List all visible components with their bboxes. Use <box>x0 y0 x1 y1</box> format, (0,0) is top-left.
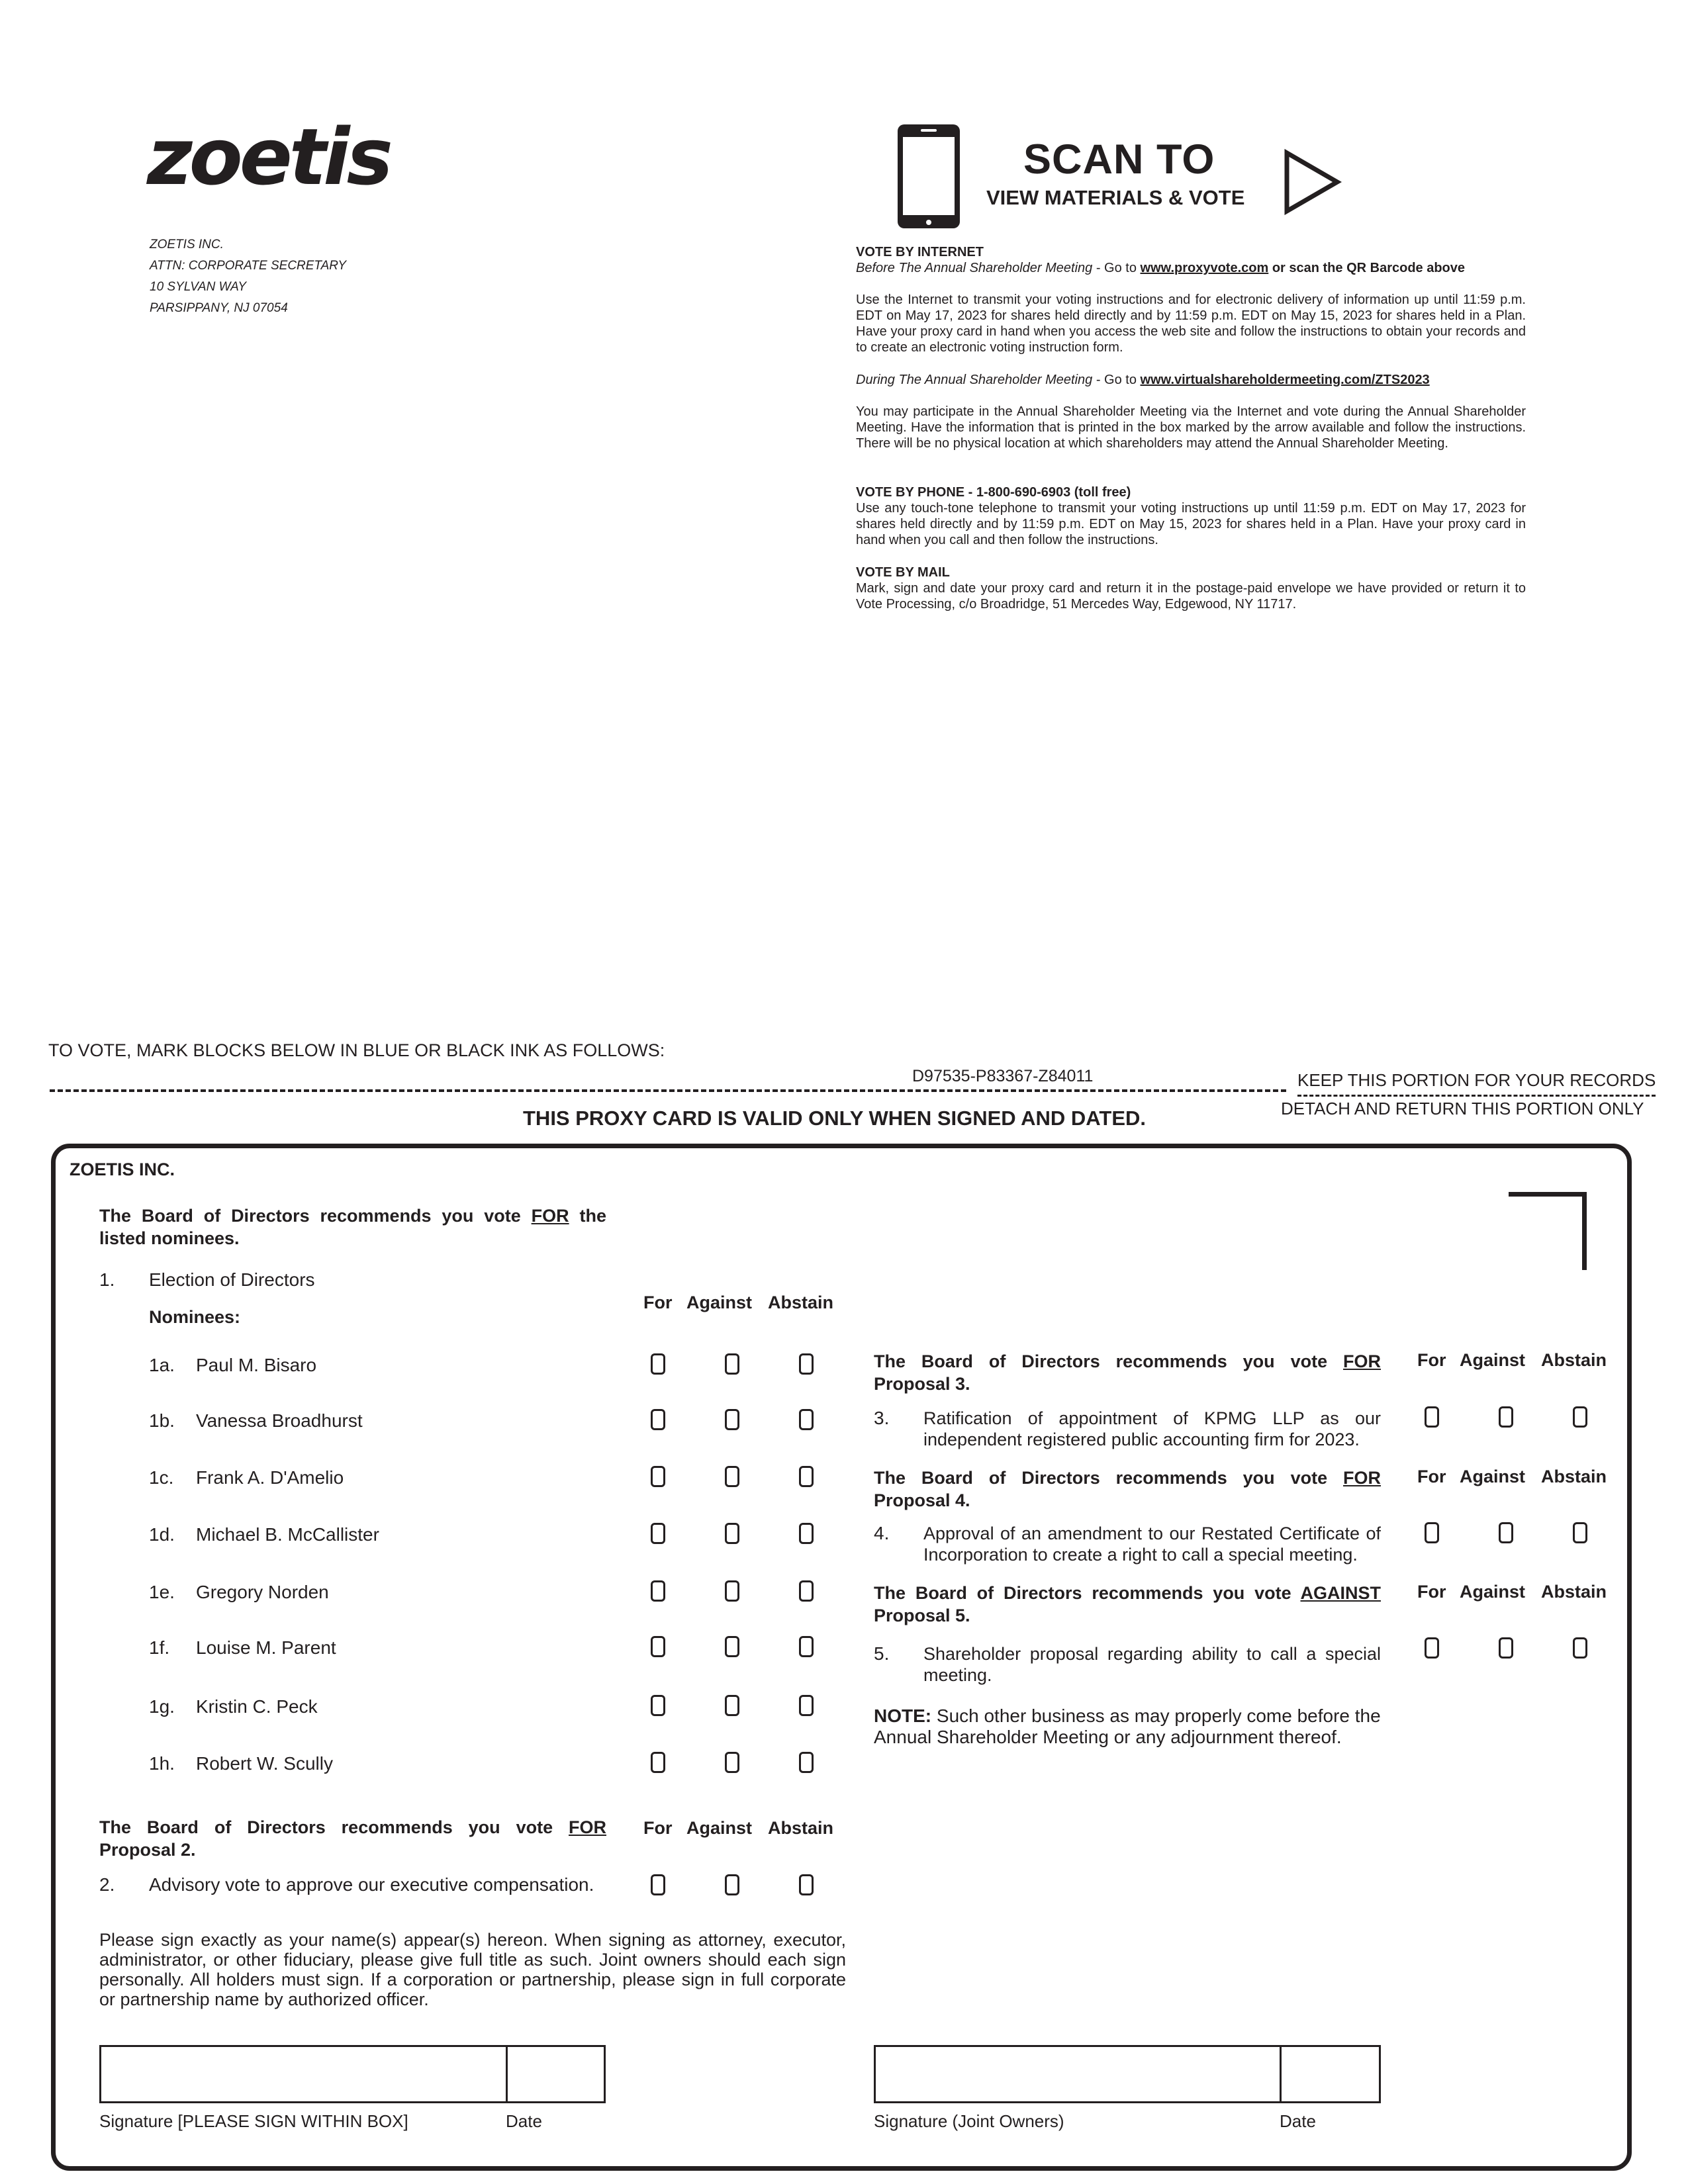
virtual-meeting-link[interactable]: www.virtualshareholdermeeting.com/ZTS2023 <box>1140 373 1430 387</box>
item-label: Election of Directors <box>149 1269 315 1290</box>
rec-text: Proposal 3. <box>874 1374 970 1394</box>
date-label: Date <box>506 2111 542 2131</box>
arrow-right-icon <box>1283 149 1342 215</box>
nominee-id: 1c. <box>149 1467 174 1488</box>
zoetis-logo: zoetis <box>147 111 390 203</box>
date-divider <box>1280 2046 1282 2102</box>
recommendation-proposal-1 <box>99 1205 606 1250</box>
checkbox-nominee-against[interactable] <box>725 1353 739 1375</box>
signature-label: Signature [PLEASE SIGN WITHIN BOX] <box>99 2111 408 2131</box>
checkbox-nominee-against[interactable] <box>725 1409 739 1430</box>
checkbox-nominee-against[interactable] <box>725 1580 739 1602</box>
checkbox-proposal-3-abstain[interactable] <box>1573 1406 1587 1428</box>
checkbox-nominee-for[interactable] <box>651 1523 665 1544</box>
nominee-name: Vanessa Broadhurst <box>196 1410 363 1431</box>
checkbox-nominee-against[interactable] <box>725 1695 739 1716</box>
rec-text: Proposal 5. <box>874 1606 970 1625</box>
vote-mail-section <box>856 565 1526 612</box>
item-label: Ratification of appointment of KPMG LLP as our independent registered public accounting firm for 2023. <box>923 1408 1381 1449</box>
rec-text: The Board of Directors recommends you vote <box>874 1583 1301 1603</box>
note-text: Such other business as may properly come before the Annual Shareholder Meeting or any adjournment thereof. <box>874 1706 1381 1747</box>
checkbox-proposal-4-for[interactable] <box>1425 1522 1439 1543</box>
checkbox-nominee-abstain[interactable] <box>799 1636 814 1657</box>
rec-key: FOR <box>569 1817 606 1837</box>
vote-during-body: You may participate in the Annual Shareholder Meeting via the Internet and vote during the Annual Shareholder Meeting. Have the information that is printed in the box marked by the arrow available and follow the instructions. There will be no physical location at which shareholders may attend the Annual Shareholder Meeting. <box>856 404 1526 451</box>
vote-phone-body: Use any touch-tone telephone to transmit your voting instructions up until 11:59 p.m. EDT on May 17, 2023 for shares held directly and by 11:59 p.m. EDT on May 15, 2023 for shares held in a Plan. Have your proxy card in hand when you call and then follow the instructions. <box>856 501 1526 547</box>
checkbox-nominee-abstain[interactable] <box>799 1752 814 1773</box>
recommendation-proposal-2 <box>99 1816 606 1861</box>
nominee-id: 1d. <box>149 1524 175 1545</box>
checkbox-proposal-3-against[interactable] <box>1499 1406 1513 1428</box>
nominee-name: Michael B. McCallister <box>196 1524 379 1545</box>
checkbox-nominee-for[interactable] <box>651 1466 665 1487</box>
proxyvote-link[interactable]: www.proxyvote.com <box>1140 261 1269 275</box>
keep-portion-label: KEEP THIS PORTION FOR YOUR RECORDS <box>1297 1070 1656 1097</box>
nominee-id: 1b. <box>149 1410 175 1431</box>
recommendation-proposal-5 <box>874 1582 1381 1627</box>
vote-mail-heading: VOTE BY MAIL <box>856 565 950 580</box>
address-line: ZOETIS INC. <box>150 238 224 251</box>
checkbox-nominee-for[interactable] <box>651 1580 665 1602</box>
item-number: 3. <box>874 1408 890 1428</box>
checkbox-nominee-against[interactable] <box>725 1636 739 1657</box>
nominee-name: Gregory Norden <box>196 1582 329 1602</box>
column-for: For <box>643 1293 673 1312</box>
rec-key: AGAINST <box>1300 1583 1381 1603</box>
column-abstain: Abstain <box>1541 1350 1607 1370</box>
note-label: NOTE: <box>874 1706 932 1726</box>
nominee-name: Paul M. Bisaro <box>196 1355 317 1375</box>
column-for: For <box>643 1818 673 1838</box>
checkbox-nominee-abstain[interactable] <box>799 1353 814 1375</box>
item-number: 1. <box>99 1269 115 1290</box>
item-label: Approval of an amendment to our Restated Certificate of Incorporation to create a right to call a special meeting. <box>923 1524 1381 1565</box>
checkbox-nominee-abstain[interactable] <box>799 1695 814 1716</box>
checkbox-proposal-3-for[interactable] <box>1425 1406 1439 1428</box>
nominee-name: Louise M. Parent <box>196 1637 336 1658</box>
address-line: ATTN: CORPORATE SECRETARY <box>150 259 346 273</box>
corner-mark <box>1509 1192 1587 1270</box>
checkbox-nominee-abstain[interactable] <box>799 1466 814 1487</box>
nominee-name: Robert W. Scully <box>196 1753 333 1774</box>
item-number: 5. <box>874 1643 890 1664</box>
checkbox-nominee-for[interactable] <box>651 1353 665 1375</box>
column-for: For <box>1417 1467 1446 1486</box>
joint-signature-label: Signature (Joint Owners) <box>874 2111 1064 2131</box>
vote-phone-heading: VOTE BY PHONE - 1-800-690-6903 (toll free) <box>856 485 1131 500</box>
checkbox-nominee-for[interactable] <box>651 1752 665 1773</box>
checkbox-nominee-abstain[interactable] <box>799 1580 814 1602</box>
detach-portion-label: DETACH AND RETURN THIS PORTION ONLY <box>1281 1099 1644 1118</box>
card-company-name: ZOETIS INC. <box>70 1160 175 1179</box>
nominee-id: 1h. <box>149 1753 175 1774</box>
column-for: For <box>1417 1582 1446 1602</box>
mark-instructions: TO VOTE, MARK BLOCKS BELOW IN BLUE OR BLACK INK AS FOLLOWS: <box>48 1040 665 1060</box>
vote-internet-heading: VOTE BY INTERNET <box>856 245 984 259</box>
nominee-id: 1e. <box>149 1582 175 1602</box>
nominees-label: Nominees: <box>149 1307 241 1327</box>
column-abstain: Abstain <box>768 1818 834 1838</box>
nominee-name: Frank A. D'Amelio <box>196 1467 344 1488</box>
vote-internet-section <box>856 244 1526 276</box>
vote-internet-body: Use the Internet to transmit your voting instructions and for electronic delivery of information up until 11:59 p.m. EDT on May 17, 2023 for shares held directly and by 11:59 p.m. EDT on May 15, 2023 for shares held in a Plan. Have your proxy card in hand when you access the web site and follow the instructions to obtain your records and to create an electronic voting instruction form. <box>856 293 1526 355</box>
rec-text: The Board of Directors recommends you vote <box>99 1206 532 1226</box>
vote-internet-before-line <box>856 260 1526 276</box>
checkbox-proposal-5-for[interactable] <box>1425 1637 1439 1659</box>
before-meeting-lead: Before The Annual Shareholder Meeting <box>856 261 1093 275</box>
column-abstain: Abstain <box>768 1293 834 1312</box>
checkbox-proposal-4-abstain[interactable] <box>1573 1522 1587 1543</box>
checkbox-nominee-for[interactable] <box>651 1695 665 1716</box>
recommendation-proposal-4 <box>874 1467 1381 1512</box>
rec-key: FOR <box>531 1206 569 1226</box>
signature-box[interactable] <box>99 2045 606 2103</box>
rec-text: Proposal 2. <box>99 1840 196 1860</box>
goto-text: - Go to <box>1092 261 1141 275</box>
checkbox-proposal-5-against[interactable] <box>1499 1637 1513 1659</box>
rec-text: the listed nominees. <box>99 1206 606 1248</box>
rec-key: FOR <box>1343 1351 1381 1371</box>
return-address <box>150 234 346 319</box>
during-meeting-lead: During The Annual Shareholder Meeting <box>856 373 1093 387</box>
checkbox-proposal-4-against[interactable] <box>1499 1522 1513 1543</box>
address-line: PARSIPPANY, NJ 07054 <box>150 301 288 315</box>
column-for: For <box>1417 1350 1446 1370</box>
rec-text: The Board of Directors recommends you vote <box>874 1351 1343 1371</box>
nominee-id: 1f. <box>149 1637 170 1658</box>
vote-during-line <box>856 372 1526 388</box>
scan-title: SCAN TO <box>1023 136 1215 183</box>
date-divider <box>506 2046 508 2102</box>
checkbox-nominee-abstain[interactable] <box>799 1409 814 1430</box>
vote-mail-body: Mark, sign and date your proxy card and return it in the postage-paid envelope we have provided or return it to Vote Processing, c/o Broadridge, 51 Mercedes Way, Edgewood, NY 11717. <box>856 581 1526 612</box>
address-line: 10 SYLVAN WAY <box>150 280 247 294</box>
item-label: Advisory vote to approve our executive compensation. <box>149 1874 594 1895</box>
control-number: D97535-P83367-Z84011 <box>912 1067 1094 1085</box>
rec-text: The Board of Directors recommends you vote <box>99 1817 569 1837</box>
checkbox-nominee-abstain[interactable] <box>799 1523 814 1544</box>
item-number: 4. <box>874 1523 890 1543</box>
item-label: Shareholder proposal regarding ability to call a special meeting. <box>923 1644 1381 1685</box>
column-abstain: Abstain <box>1541 1582 1607 1602</box>
item-number: 2. <box>99 1874 115 1895</box>
column-against: Against <box>686 1293 753 1312</box>
checkbox-proposal-2-for[interactable] <box>651 1874 665 1895</box>
detach-dashed-line <box>50 1089 1286 1092</box>
note <box>874 1706 1394 1748</box>
scan-subtitle: VIEW MATERIALS & VOTE <box>986 186 1245 209</box>
column-against: Against <box>1460 1350 1526 1370</box>
rec-text: The Board of Directors recommends you vote <box>874 1468 1343 1488</box>
recommendation-proposal-3 <box>874 1350 1381 1395</box>
checkbox-nominee-for[interactable] <box>651 1409 665 1430</box>
smartphone-icon <box>896 122 962 230</box>
column-against: Against <box>686 1818 753 1838</box>
nominee-name: Kristin C. Peck <box>196 1696 318 1717</box>
nominee-id: 1a. <box>149 1355 175 1375</box>
qr-barcode-text: or scan the QR Barcode above <box>1268 261 1466 275</box>
checkbox-nominee-against[interactable] <box>725 1523 739 1544</box>
goto-text: - Go to <box>1092 373 1141 387</box>
signature-instructions: Please sign exactly as your name(s) appear(s) hereon. When signing as attorney, executor, administrator, or other fiduciary, please give full title as such. Joint owners should each sign personally. All holders must sign. If a corporation or partnership, please sign in full corporate or partnership name by authorized officer. <box>99 1930 846 2009</box>
column-abstain: Abstain <box>1541 1467 1607 1486</box>
column-against: Against <box>1460 1582 1526 1602</box>
valid-notice: THIS PROXY CARD IS VALID ONLY WHEN SIGNED AND DATED. <box>523 1107 1147 1130</box>
vote-phone-section <box>856 484 1526 548</box>
joint-signature-box[interactable] <box>874 2045 1381 2103</box>
nominee-id: 1g. <box>149 1696 175 1717</box>
checkbox-nominee-against[interactable] <box>725 1752 739 1773</box>
rec-text: Proposal 4. <box>874 1490 970 1510</box>
checkbox-nominee-against[interactable] <box>725 1466 739 1487</box>
column-against: Against <box>1460 1467 1526 1486</box>
checkbox-nominee-for[interactable] <box>651 1636 665 1657</box>
rec-key: FOR <box>1343 1468 1381 1488</box>
date-label: Date <box>1280 2111 1316 2131</box>
checkbox-proposal-2-against[interactable] <box>725 1874 739 1895</box>
checkbox-proposal-2-abstain[interactable] <box>799 1874 814 1895</box>
checkbox-proposal-5-abstain[interactable] <box>1573 1637 1587 1659</box>
